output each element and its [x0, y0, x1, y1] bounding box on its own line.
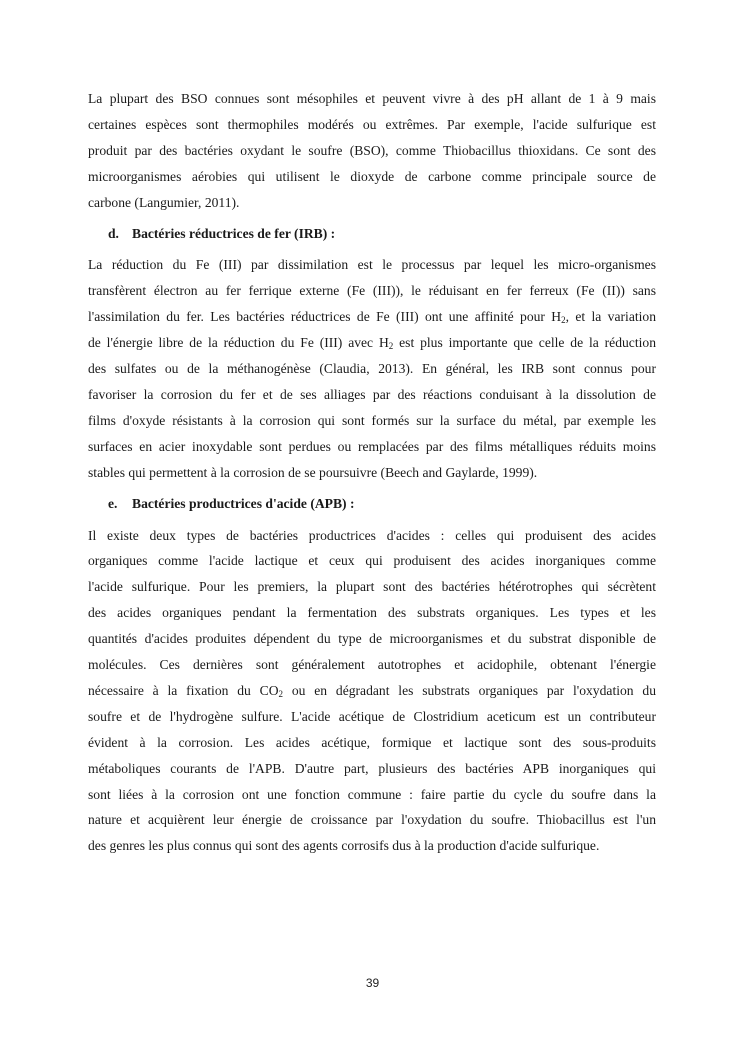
paragraph-bso — [88, 86, 656, 216]
text-segment: de l'énergie libre de la réduction du Fe (III) avec H — [88, 335, 389, 351]
text-line: l'acide sulfurique. Pour les premiers, la plupart sont des bactéries hétérotrophes qui sécrètent — [88, 579, 656, 595]
heading-title: Bactéries réductrices de fer (IRB) : — [132, 225, 336, 241]
subscript: 2 — [278, 688, 284, 699]
text-line: métaboliques courants de l'APB. D'autre part, plusieurs des bactéries APB inorganiques qui — [88, 760, 656, 776]
text-line: quantités d'acides produites dépendent du type de microorganismes et du substrat disponible de — [88, 631, 656, 647]
heading-marker: d. — [108, 225, 119, 241]
paragraph-irb — [88, 252, 656, 485]
text-segment: est plus importante que celle de la réduction — [393, 335, 656, 351]
subscript: 2 — [388, 341, 394, 352]
text-line: surfaces en acier inoxydable sont perdues ou remplacées par des films métalliques réduits moins — [88, 438, 656, 454]
text-line — [88, 678, 656, 704]
text-line: La réduction du Fe (III) par dissimilation est le processus par lequel les micro-organismes — [88, 257, 656, 273]
text-line: La plupart des BSO connues sont mésophiles et peuvent vivre à des pH allant de 1 à 9 mais — [88, 91, 656, 106]
text-segment: ou en dégradant les substrats organiques par l'oxydation du — [283, 682, 656, 698]
text-line: nature et acquièrent leur énergie de croissance par l'oxydation du soufre. Thiobacillus est l'un — [88, 812, 656, 828]
document-page — [88, 86, 656, 859]
text-line: des genres les plus connus qui sont des agents corrosifs dus à la production d'acide sulfurique. — [88, 838, 600, 854]
text-line: certaines espèces sont thermophiles modérés ou extrêmes. Par exemple, l'acide sulfurique est — [88, 116, 656, 132]
text-segment: l'assimilation du fer. Les bactéries réductrices de Fe (III) ont une affinité pour H — [88, 309, 562, 325]
text-line: organiques comme l'acide lactique et ceux qui produisent des acides inorganiques comme — [88, 553, 656, 569]
text-line: soufre et de l'hydrogène sulfure. L'acide acétique de Clostridium aceticum est un contributeur — [88, 708, 656, 724]
text-line: carbone (Langumier, 2011). — [88, 194, 240, 210]
text-line: films d'oxyde résistants à la corrosion qui sont formés sur la surface du métal, par exemple les — [88, 412, 656, 428]
page-number: 39 — [365, 976, 380, 990]
text-line: molécules. Ces dernières sont généralement autotrophes et acidophile, obtenant l'énergie — [88, 657, 656, 673]
text-line: produit par des bactéries oxydant le soufre (BSO), comme Thiobacillus thioxidans. Ce sont des — [88, 142, 656, 158]
text-line: transfèrent électron au fer ferrique externe (Fe (III)), le réduisant en fer ferreux (Fe (II)) sans — [88, 283, 656, 299]
subscript: 2 — [561, 315, 566, 326]
heading-marker: e. — [108, 495, 118, 511]
section-heading-apb — [88, 491, 656, 517]
text-line — [88, 330, 656, 356]
section-heading-irb — [88, 221, 656, 247]
heading-title: Bactéries productrices d'acide (APB) : — [132, 495, 355, 511]
text-line: des acides organiques pendant la fermentation des substrats organiques. Les types et les — [88, 605, 656, 621]
text-line — [88, 304, 656, 330]
text-line: sont liées à la corrosion ont une fonction commune : faire partie du cycle du soufre dans la — [88, 786, 656, 802]
text-line: microorganismes aérobies qui utilisent le dioxyde de carbone comme principale source de — [88, 168, 656, 184]
text-line: favoriser la corrosion du fer et de ses alliages par des réactions conduisant à la dissolution de — [88, 386, 656, 402]
text-segment: , et la variation — [565, 309, 657, 325]
text-line: des sulfates ou de la méthanogénèse (Claudia, 2013). En général, les IRB sont connus pour — [88, 361, 656, 377]
text-segment: nécessaire à la fixation du CO — [88, 682, 279, 698]
paragraph-apb — [88, 523, 656, 860]
text-line: évident à la corrosion. Les acides acétique, formique et lactique sont des sous-produits — [88, 734, 656, 750]
text-line: Il existe deux types de bactéries productrices d'acides : celles qui produisent des acides — [88, 527, 656, 543]
text-line: stables qui permettent à la corrosion de se poursuivre (Beech and Gaylarde, 1999). — [88, 464, 538, 480]
